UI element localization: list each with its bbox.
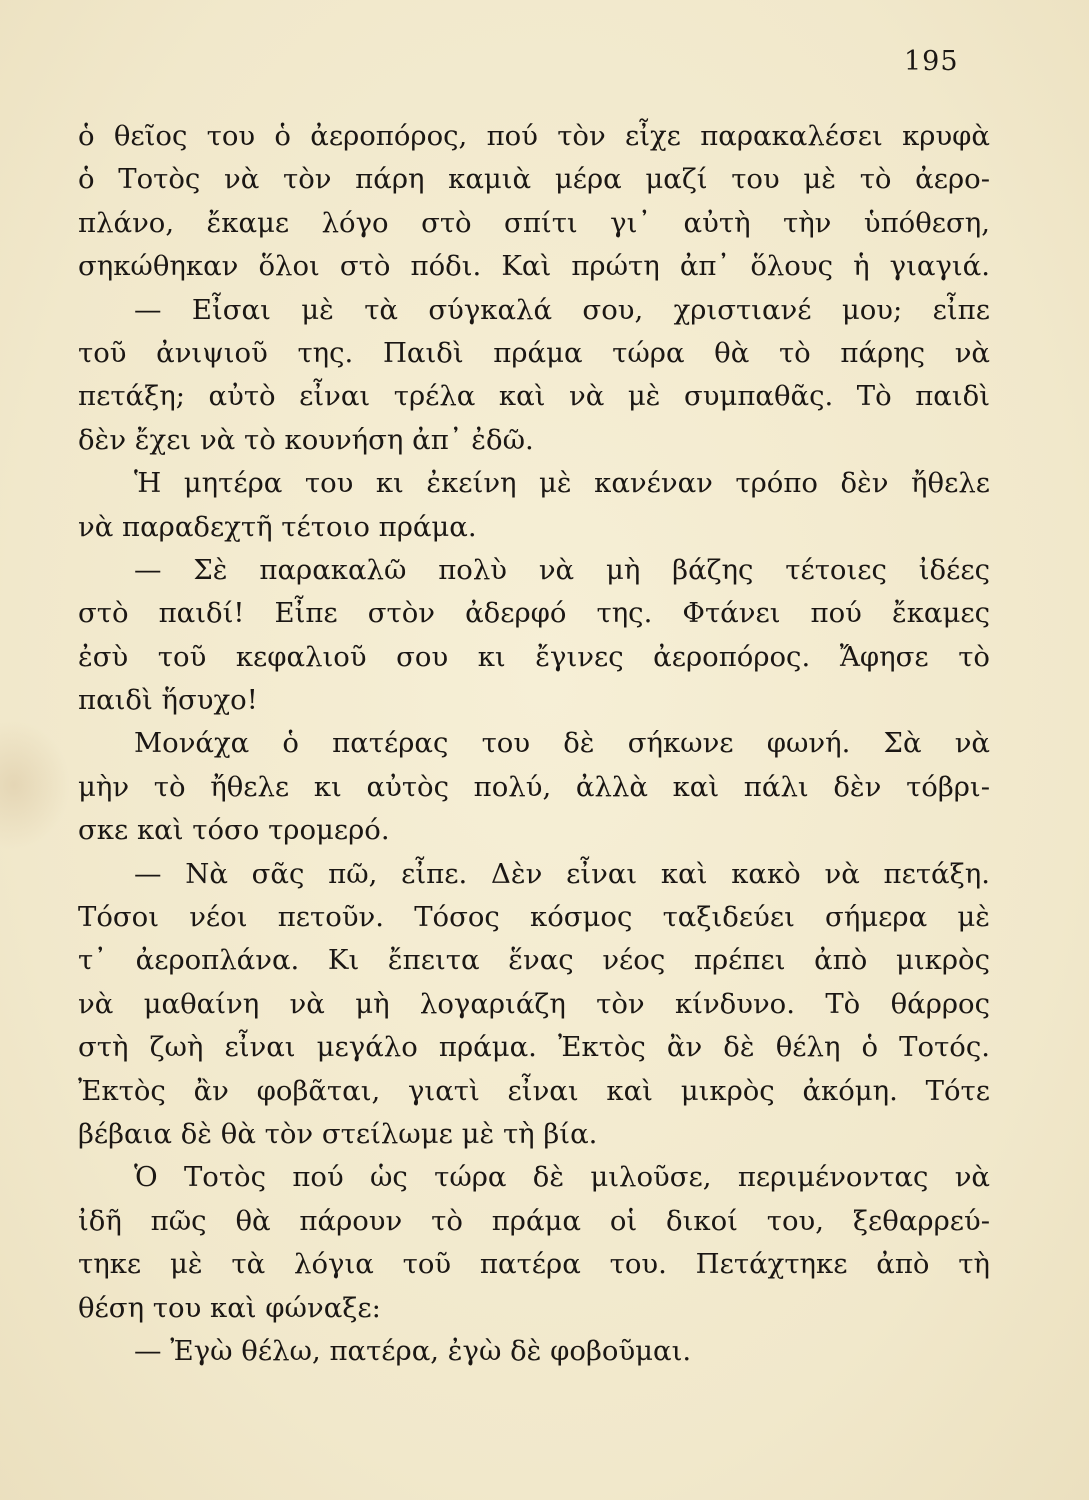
text-line: νὰ παραδεχτῆ τέτοιο πράμα. [78,510,477,543]
text-line: Ἐκτὸς ἂν φοβᾶται, γιατὶ εἶναι καὶ μικρὸς ἀκόμη. Τότε [78,1074,990,1107]
text-line: βέβαια δὲ θὰ τὸν στείλωμε μὲ τὴ βία. [78,1117,598,1150]
text-line: παιδὶ ἥσυχο! [78,684,258,717]
text-line: ὁ Τοτὸς νὰ τὸν πάρη καμιὰ μέρα μαζί του μὲ τὸ ἀερο- [78,163,990,196]
text-line: ἰδῆ πῶς θὰ πάρουν τὸ πράμα οἱ δικοί του, ξεθαρρεύ- [78,1204,990,1237]
text-line: Ἡ μητέρα του κι ἐκείνη μὲ κανέναν τρόπο δὲν ἤθελε [134,467,990,500]
text-line: τηκε μὲ τὰ λόγια τοῦ πατέρα του. Πετάχτηκε ἀπὸ τὴ [78,1248,990,1281]
text-line: τοῦ ἀνιψιοῦ της. Παιδὶ πράμα τώρα θὰ τὸ πάρης νὰ [78,336,990,369]
page-number: 195 [904,46,959,77]
text-line: δὲν ἔχει νὰ τὸ κουνήση ἀπ᾿ ἐδῶ. [78,423,534,456]
text-line: σκε καὶ τόσο τρομερό. [78,814,390,847]
text-line: — Νὰ σᾶς πῶ, εἶπε. Δὲν εἶναι καὶ κακὸ νὰ πετάξη. [134,857,990,890]
text-line: πετάξη; αὐτὸ εἶναι τρέλα καὶ νὰ μὲ συμπαθᾶς. Τὸ παιδὶ [78,380,990,413]
text-line: Τόσοι νέοι πετοῦν. Τόσος κόσμος ταξιδεύει σήμερα μὲ [78,901,990,934]
text-line: ἐσὺ τοῦ κεφαλιοῦ σου κι ἔγινες ἀεροπόρος. Ἄφησε τὸ [78,640,990,673]
text-line: μὴν τὸ ἤθελε κι αὐτὸς πολύ, ἀλλὰ καὶ πάλι δὲν τόβρι- [78,770,990,803]
text-line: σηκώθηκαν ὅλοι στὸ πόδι. Καὶ πρώτη ἀπ᾿ ὅλους ἡ γιαγιά. [78,250,990,283]
text-line: Μονάχα ὁ πατέρας του δὲ σήκωνε φωνή. Σὰ νὰ [134,727,990,760]
text-line: τ᾿ ἀεροπλάνα. Κι ἔπειτα ἕνας νέος πρέπει ἀπὸ μικρὸς [78,944,990,977]
text-line: — Εἶσαι μὲ τὰ σύγκαλά σου, χριστιανέ μου; εἶπε [134,293,990,326]
text-line: πλάνο, ἔκαμε λόγο στὸ σπίτι γι᾿ αὐτὴ τὴν ὑπόθεση, [78,206,990,239]
text-line: Ὁ Τοτὸς πού ὡς τώρα δὲ μιλοῦσε, περιμένοντας νὰ [134,1161,990,1194]
text-line: θέση του καὶ φώναξε: [78,1291,381,1324]
text-line: στὸ παιδί! Εἶπε στὸν ἀδερφό της. Φτάνει πού ἔκαμες [78,597,990,630]
text-line: — Ἐγὼ θέλω, πατέρα, ἐγὼ δὲ φοβοῦμαι. [134,1334,692,1367]
text-line: ὁ θεῖος του ὁ ἀεροπόρος, πού τὸν εἶχε παρακαλέσει κρυφὰ [78,120,990,152]
text-line: νὰ μαθαίνη νὰ μὴ λογαριάζη τὸν κίνδυνο. Τὸ θάρρος [78,987,990,1020]
text-line: — Σὲ παρακαλῶ πολὺ νὰ μὴ βάζης τέτοιες ἰδέες [134,553,990,586]
text-block [78,115,990,1373]
paper-stain [0,720,70,850]
text-line: στὴ ζωὴ εἶναι μεγάλο πράμα. Ἐκτὸς ἂν δὲ θέλη ὁ Τοτός. [78,1031,990,1064]
